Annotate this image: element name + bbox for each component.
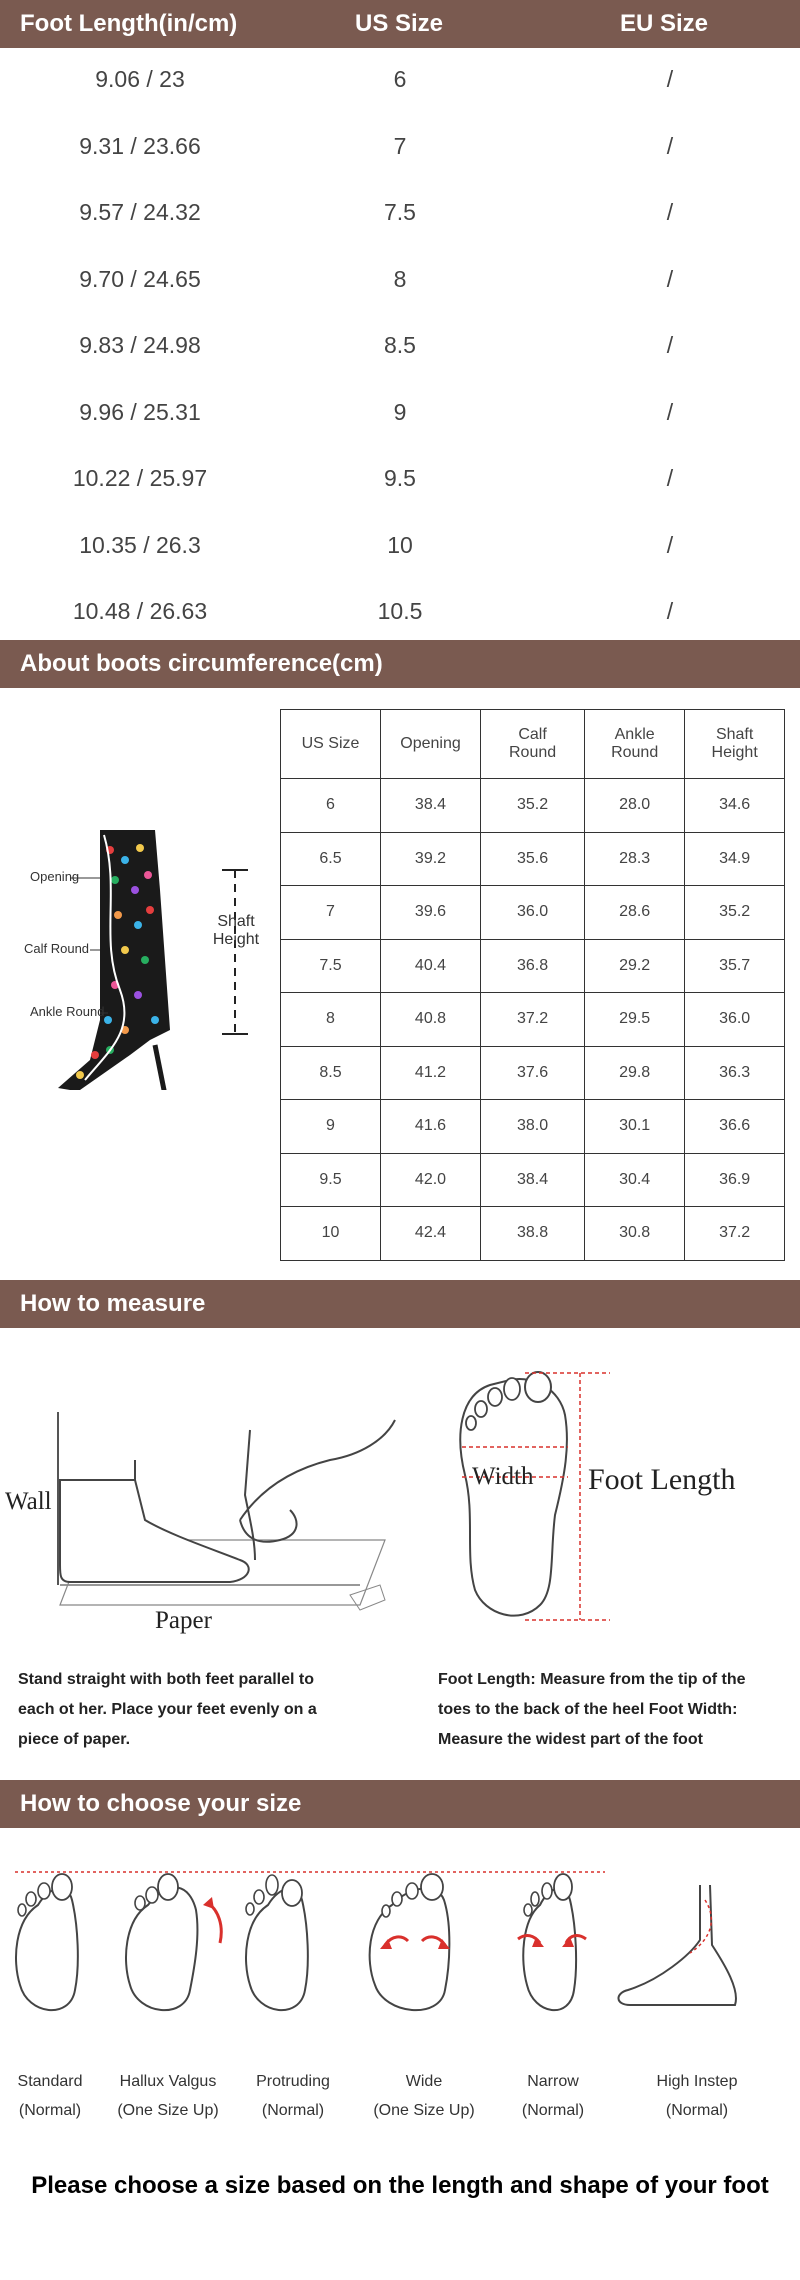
circ-ankle-round: 28.3 bbox=[585, 832, 685, 886]
row-eu-size: / bbox=[666, 66, 674, 92]
row-us-size: 9 bbox=[393, 398, 407, 425]
toe-2 bbox=[504, 1378, 520, 1400]
wide-foot-icon bbox=[370, 1874, 450, 2010]
circ-opening: 42.4 bbox=[381, 1207, 481, 1261]
row-foot-length: 10.35 / 26.3 bbox=[79, 531, 201, 558]
header-foot-length: Foot Length(in/cm) bbox=[20, 10, 238, 37]
choose-title bbox=[0, 1780, 800, 1828]
choose-footer: Please choose a size based on the length and shape of your foot bbox=[31, 2172, 769, 2199]
row-eu-size: / bbox=[666, 199, 674, 225]
circ-shaft-height: 35.7 bbox=[685, 939, 785, 993]
paper-corner bbox=[350, 1585, 385, 1610]
measure-right-caption: Foot Length: Measure from the tip of the toes to the back of the heel Foot Width: Measure the widest part of the foot bbox=[438, 1671, 746, 1748]
circ-opening: 38.4 bbox=[381, 779, 481, 833]
circ-header-calf-round: Calf Round bbox=[481, 710, 585, 779]
toe-5 bbox=[466, 1416, 476, 1430]
row-eu-size: / bbox=[666, 531, 674, 558]
high-instep-foot-icon bbox=[618, 1885, 735, 2005]
foot-type-name: Hallux Valgus bbox=[119, 2073, 217, 2090]
circ-ankle-round: 30.8 bbox=[585, 1207, 685, 1261]
circ-us-size: 7.5 bbox=[281, 939, 381, 993]
foot-type-advice: (Normal) bbox=[261, 2102, 325, 2119]
width-label: Width bbox=[472, 1463, 534, 1490]
row-us-size: 8 bbox=[393, 265, 407, 292]
foot-length-label: Foot Length bbox=[588, 1463, 736, 1496]
size-table-header bbox=[0, 0, 800, 48]
measure-title bbox=[0, 1280, 800, 1328]
circ-calf-round: 38.8 bbox=[481, 1207, 585, 1261]
narrow-foot-icon bbox=[518, 1874, 586, 2010]
row-eu-size: / bbox=[666, 332, 674, 358]
circ-shaft-height: 36.9 bbox=[685, 1153, 785, 1207]
row-us-size: 7 bbox=[393, 132, 407, 159]
circumference-table-row bbox=[281, 886, 785, 940]
foot-type-name: Protruding bbox=[256, 2073, 330, 2090]
circ-opening: 39.6 bbox=[381, 886, 481, 940]
circ-shaft-height: 36.3 bbox=[685, 1046, 785, 1100]
circumference-table-row bbox=[281, 939, 785, 993]
circumference-table bbox=[280, 709, 785, 1261]
circumference-table-row bbox=[281, 1207, 785, 1261]
circ-ankle-round: 28.0 bbox=[585, 779, 685, 833]
row-us-size: 10.5 bbox=[377, 598, 423, 624]
row-us-size: 8.5 bbox=[384, 332, 416, 358]
foot-type-advice: (Normal) bbox=[18, 2102, 82, 2119]
circ-calf-round: 35.2 bbox=[481, 779, 585, 833]
circumference-table-row bbox=[281, 1046, 785, 1100]
circ-opening: 41.2 bbox=[381, 1046, 481, 1100]
row-foot-length: 9.96 / 25.31 bbox=[79, 398, 201, 425]
row-foot-length: 10.48 / 26.63 bbox=[72, 598, 208, 624]
foot-type-label bbox=[98, 2067, 238, 2125]
standard-foot-icon bbox=[16, 1874, 78, 2010]
foot-type-label bbox=[483, 2067, 623, 2125]
row-foot-length: 10.22 / 25.97 bbox=[72, 465, 208, 491]
circumference-table-body bbox=[281, 779, 785, 1261]
circ-shaft-height: 35.2 bbox=[685, 886, 785, 940]
wall-label: Wall bbox=[5, 1488, 52, 1515]
row-foot-length: 9.70 / 24.65 bbox=[79, 265, 201, 292]
circ-shaft-height: 34.6 bbox=[685, 779, 785, 833]
foot-type-label bbox=[223, 2067, 363, 2125]
foot-type-advice: (Normal) bbox=[665, 2102, 729, 2119]
circ-header-shaft-height: Shaft Height bbox=[685, 710, 785, 779]
circ-ankle-round: 30.1 bbox=[585, 1100, 685, 1154]
circ-us-size: 8 bbox=[281, 993, 381, 1047]
circ-header-opening: Opening bbox=[381, 710, 481, 779]
circ-shaft-height: 34.9 bbox=[685, 832, 785, 886]
circ-opening: 41.6 bbox=[381, 1100, 481, 1154]
foot-length-illustration bbox=[440, 1365, 620, 1635]
protruding-foot-icon bbox=[246, 1875, 308, 2010]
toe-4 bbox=[475, 1401, 487, 1417]
circumference-table-row bbox=[281, 1153, 785, 1207]
paper-label: Paper bbox=[155, 1607, 212, 1634]
size-table-row bbox=[0, 181, 800, 247]
foot-shapes-illustration bbox=[0, 1865, 800, 2025]
header-us-size: US Size bbox=[355, 10, 444, 37]
circ-shaft-height: 37.2 bbox=[685, 1207, 785, 1261]
foot-type-name: Standard bbox=[17, 2073, 83, 2090]
circ-opening: 39.2 bbox=[381, 832, 481, 886]
circ-calf-round: 37.2 bbox=[481, 993, 585, 1047]
circumference-table-row bbox=[281, 993, 785, 1047]
circ-us-size: 9 bbox=[281, 1100, 381, 1154]
circ-ankle-round: 29.5 bbox=[585, 993, 685, 1047]
circumference-table-row bbox=[281, 832, 785, 886]
row-foot-length: 9.31 / 23.66 bbox=[79, 132, 201, 159]
foot-type-name: Wide bbox=[405, 2073, 443, 2090]
circ-calf-round: 38.4 bbox=[481, 1153, 585, 1207]
circ-opening: 40.4 bbox=[381, 939, 481, 993]
circ-us-size: 7 bbox=[281, 886, 381, 940]
big-toe bbox=[525, 1372, 551, 1402]
row-us-size: 10 bbox=[387, 531, 413, 558]
row-foot-length: 9.83 / 24.98 bbox=[79, 332, 201, 358]
size-table-row bbox=[0, 48, 800, 114]
measure-left-caption: Stand straight with both feet parallel to each ot her. Place your feet evenly on a piece of paper. bbox=[18, 1671, 317, 1748]
size-table-row bbox=[0, 514, 800, 580]
foot-type-advice: (One Size Up) bbox=[373, 2102, 475, 2119]
circumference-title bbox=[0, 640, 800, 688]
circ-ankle-round: 28.6 bbox=[585, 886, 685, 940]
circ-shaft-height: 36.6 bbox=[685, 1100, 785, 1154]
circ-calf-round: 35.6 bbox=[481, 832, 585, 886]
circ-ankle-round: 30.4 bbox=[585, 1153, 685, 1207]
size-table-row bbox=[0, 314, 800, 380]
circ-shaft-height: 36.0 bbox=[685, 993, 785, 1047]
row-foot-length: 9.57 / 24.32 bbox=[79, 199, 201, 225]
boot-heel bbox=[155, 1045, 168, 1090]
circ-calf-round: 37.6 bbox=[481, 1046, 585, 1100]
circ-us-size: 6 bbox=[281, 779, 381, 833]
row-us-size: 9.5 bbox=[384, 465, 416, 491]
row-foot-length: 9.06 / 23 bbox=[95, 66, 185, 92]
row-eu-size: / bbox=[666, 398, 674, 425]
foot-type-name: Narrow bbox=[527, 2073, 579, 2090]
row-us-size: 7.5 bbox=[384, 199, 416, 225]
row-eu-size: / bbox=[666, 265, 674, 292]
circumference-title-text: About boots circumference(cm) bbox=[20, 650, 383, 677]
circumference-table-row bbox=[281, 1100, 785, 1154]
circ-opening: 40.8 bbox=[381, 993, 481, 1047]
foot-type-advice: (One Size Up) bbox=[117, 2102, 219, 2119]
size-table-row bbox=[0, 115, 800, 181]
label-ankle-round: Ankle Round bbox=[30, 1004, 105, 1019]
row-us-size: 6 bbox=[393, 66, 407, 92]
label-shaft-height: Shaft Height bbox=[212, 913, 260, 948]
label-calf-round: Calf Round bbox=[24, 941, 90, 956]
circ-calf-round: 38.0 bbox=[481, 1100, 585, 1154]
foot-type-advice: (Normal) bbox=[521, 2102, 585, 2119]
foot-type-label bbox=[354, 2067, 494, 2125]
row-eu-size: / bbox=[666, 132, 674, 159]
circ-us-size: 8.5 bbox=[281, 1046, 381, 1100]
row-eu-size: / bbox=[666, 598, 674, 624]
foot-type-label bbox=[627, 2067, 767, 2125]
size-table-row bbox=[0, 248, 800, 314]
circumference-table-header-row bbox=[281, 710, 785, 779]
circumference-table-row bbox=[281, 779, 785, 833]
size-table-row bbox=[0, 381, 800, 447]
circ-header-ankle-round: Ankle Round bbox=[585, 710, 685, 779]
measure-title-text: How to measure bbox=[20, 1290, 206, 1317]
circ-calf-round: 36.0 bbox=[481, 886, 585, 940]
circ-us-size: 10 bbox=[281, 1207, 381, 1261]
circ-opening: 42.0 bbox=[381, 1153, 481, 1207]
toe-3 bbox=[488, 1388, 502, 1406]
size-table-row bbox=[0, 580, 800, 646]
hallux-valgus-foot-icon bbox=[126, 1874, 221, 2010]
circ-us-size: 6.5 bbox=[281, 832, 381, 886]
size-table-row bbox=[0, 447, 800, 513]
hand-arm bbox=[240, 1420, 395, 1520]
circ-ankle-round: 29.8 bbox=[585, 1046, 685, 1100]
circ-ankle-round: 29.2 bbox=[585, 939, 685, 993]
choose-title-text: How to choose your size bbox=[20, 1790, 302, 1817]
foot-side bbox=[60, 1480, 249, 1582]
foot-type-name: High Instep bbox=[656, 2073, 738, 2090]
circ-us-size: 9.5 bbox=[281, 1153, 381, 1207]
label-opening: Opening bbox=[30, 869, 80, 884]
circ-header-us-size: US Size bbox=[281, 710, 381, 779]
circ-calf-round: 36.8 bbox=[481, 939, 585, 993]
header-eu-size: EU Size bbox=[620, 10, 709, 37]
row-eu-size: / bbox=[666, 465, 674, 491]
